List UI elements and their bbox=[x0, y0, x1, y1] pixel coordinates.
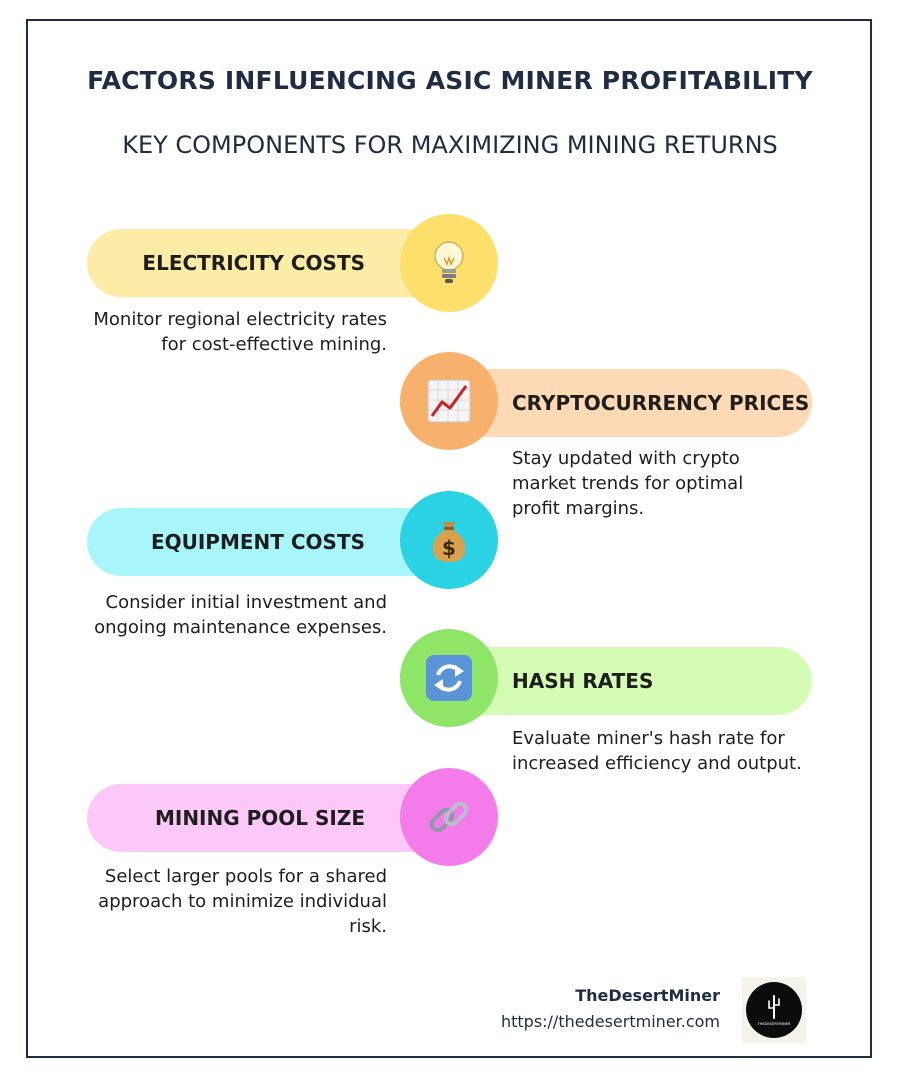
link-icon bbox=[400, 768, 498, 866]
brand-name: TheDesertMiner bbox=[575, 986, 720, 1005]
page-subtitle: KEY COMPONENTS FOR MAXIMIZING MINING RETURNS bbox=[122, 131, 778, 159]
brand-url[interactable]: https://thedesertminer.com bbox=[500, 1012, 720, 1031]
factor-equipment-description: Consider initial investment and ongoing maintenance expenses. bbox=[94, 592, 387, 638]
factor-hashrate-title: HASH RATES bbox=[512, 669, 654, 693]
money-bag-icon bbox=[400, 491, 498, 589]
factor-crypto-title: CRYPTOCURRENCY PRICES bbox=[512, 391, 810, 415]
svg-text:$: $ bbox=[442, 536, 456, 560]
factor-hashrate-description: Evaluate miner's hash rate for increased efficiency and output. bbox=[512, 728, 802, 774]
lightbulb-icon bbox=[400, 214, 498, 312]
page-title: FACTORS INFLUENCING ASIC MINER PROFITABILITY bbox=[87, 66, 813, 95]
factor-electricity-description: Monitor regional electricity rates for cost-effective mining. bbox=[93, 309, 387, 355]
factor-electricity-title: ELECTRICITY COSTS bbox=[142, 251, 365, 275]
factor-equipment-title: EQUIPMENT COSTS bbox=[150, 530, 365, 554]
factor-crypto-description: Stay updated with crypto market trends for optimal profit margins. bbox=[512, 448, 744, 519]
chart-increasing-icon bbox=[400, 352, 498, 450]
arrows-cycle-icon bbox=[400, 629, 498, 727]
cactus-logo-icon bbox=[746, 982, 802, 1038]
factor-pool-title: MINING POOL SIZE bbox=[154, 806, 365, 830]
factor-pool-description: Select larger pools for a shared approach to minimize individual risk. bbox=[98, 866, 387, 937]
svg-text:THEDESERTMINER: THEDESERTMINER bbox=[757, 1022, 791, 1026]
